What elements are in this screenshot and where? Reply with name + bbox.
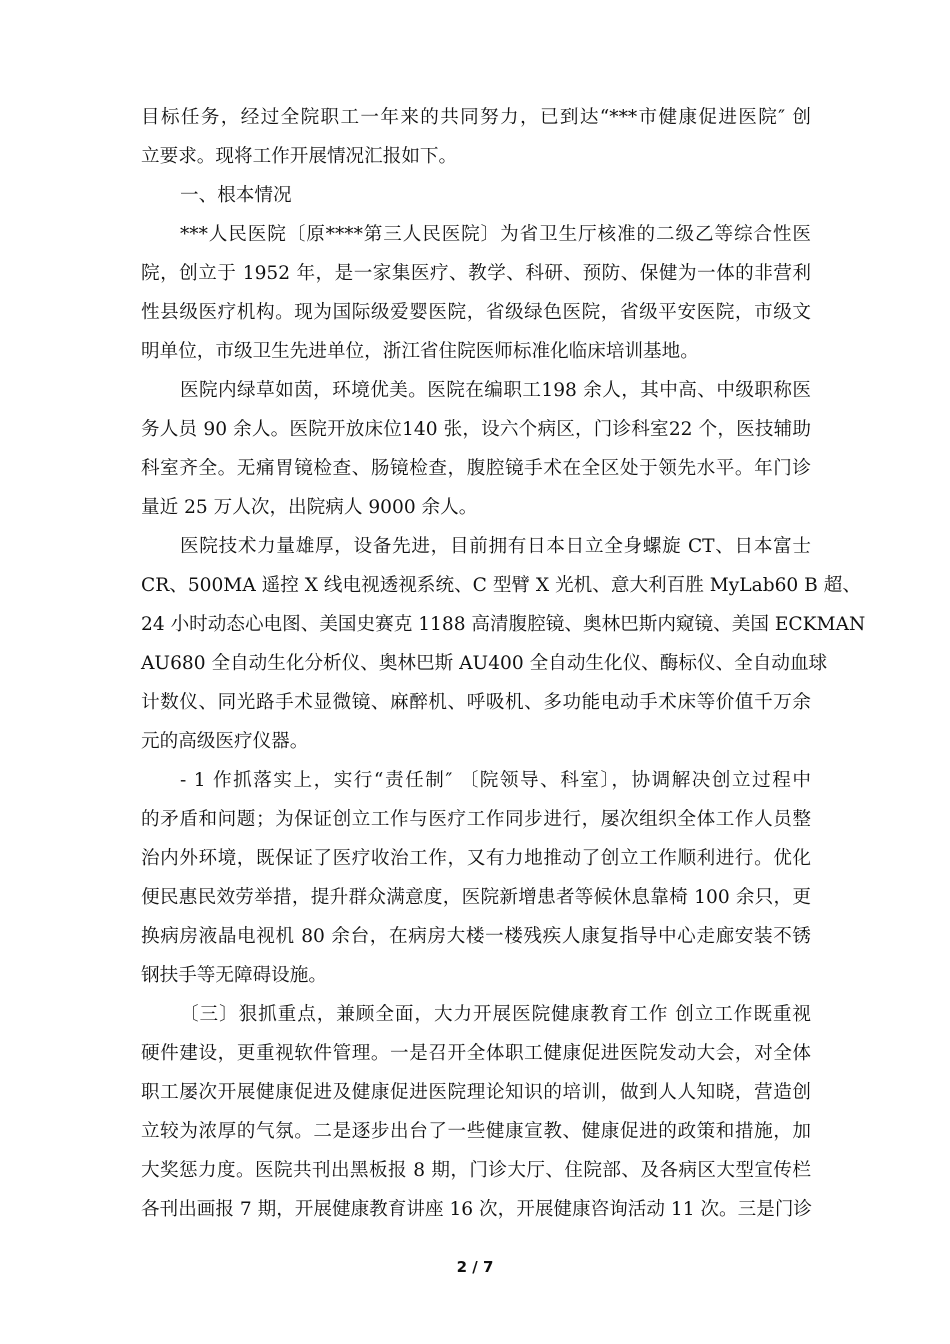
text-line: 治内外环境，既保证了医疗收治工作，又有力地推动了创立工作顺利进行。优化 xyxy=(141,848,811,869)
text-line: 立要求。现将工作开展情况汇报如下。 xyxy=(141,146,458,167)
text-line: 换病房液晶电视机 80 余台，在病房大楼一楼残疾人康复指导中心走廊安装不锈 xyxy=(141,926,811,947)
text-line: 目标任务，经过全院职工一年来的共同努力，已到达“***市健康促进医院″ 创 xyxy=(141,107,811,128)
paragraph xyxy=(141,176,811,215)
text-line: 量近 25 万人次，出院病人 9000 余人。 xyxy=(141,497,478,518)
text-line: 科室齐全。无痛胃镜检查、肠镜检查，腹腔镜手术在全区处于领先水平。年门诊 xyxy=(141,458,811,479)
text-line: 的矛盾和问题；为保证创立工作与医疗工作同步进行，屡次组织全体工作人员整 xyxy=(141,809,811,830)
text-line: CR、500MA 遥控 X 线电视透视系统、C 型臂 X 光机、意大利百胜 MyLab60 B 超、 xyxy=(141,575,861,596)
text-line: 立较为浓厚的气氛。二是逐步出台了一些健康宣教、健康促进的政策和措施，加 xyxy=(141,1121,811,1142)
text-line: 一、根本情况 xyxy=(180,185,292,206)
text-line: 医院内绿草如茵，环境优美。医院在编职工198 余人，其中高、中级职称医 xyxy=(180,380,811,401)
paragraph xyxy=(141,371,811,527)
text-line: 大奖惩力度。医院共刊出黑板报 8 期，门诊大厅、住院部、及各病区大型宣传栏 xyxy=(141,1160,811,1181)
paragraph xyxy=(141,527,866,761)
text-line: - 1 作抓落实上，实行“责任制″ 〔院领导、科室〕，协调解决创立过程中 xyxy=(180,770,811,791)
text-line: 便民惠民效劳举措，提升群众满意度，医院新增患者等候休息靠椅 100 余只，更 xyxy=(141,887,811,908)
text-line: 院，创立于 1952 年，是一家集医疗、教学、科研、预防、保健为一体的非营利 xyxy=(141,263,811,284)
paragraph xyxy=(141,995,811,1229)
text-line: 硬件建设，更重视软件管理。一是召开全体职工健康促进医院发动大会，对全体 xyxy=(141,1043,811,1064)
text-line: 钢扶手等无障碍设施。 xyxy=(141,965,327,986)
paragraph xyxy=(141,761,811,995)
text-line: 各刊出画报 7 期，开展健康教育讲座 16 次，开展健康咨询活动 11 次。三是门诊 xyxy=(141,1199,813,1220)
text-line: 医院技术力量雄厚，设备先进，目前拥有日本日立全身螺旋 CT、日本富士 xyxy=(180,536,811,557)
paragraph xyxy=(141,98,811,176)
text-line: 24 小时动态心电图、美国史赛克 1188 高清腹腔镜、奥林巴斯内窥镜、美国 ECKMAN xyxy=(141,614,866,635)
text-line: 务人员 90 余人。医院开放床位140 张，设六个病区，门诊科室22 个，医技辅助 xyxy=(141,419,811,440)
text-line: ***人民医院〔原****第三人民医院〕为省卫生厅核准的二级乙等综合性医 xyxy=(180,224,811,245)
text-line: AU680 全自动生化分析仪、奥林巴斯 AU400 全自动生化仪、酶标仪、全自动血球 xyxy=(141,653,828,674)
paragraph xyxy=(141,215,811,371)
page-number: 2 / 7 xyxy=(456,1258,494,1276)
document-body xyxy=(141,98,866,1229)
text-line: 元的高级医疗仪器。 xyxy=(141,731,309,752)
text-line: 〔三〕狠抓重点，兼顾全面，大力开展医院健康教育工作 创立工作既重视 xyxy=(180,1004,811,1025)
text-line: 明单位，市级卫生先进单位，浙江省住院医师标准化临床培训基地。 xyxy=(141,341,699,362)
text-line: 性县级医疗机构。现为国际级爱婴医院，省级绿色医院，省级平安医院，市级文 xyxy=(141,302,811,323)
text-line: 计数仪、同光路手术显微镜、麻醉机、呼吸机、多功能电动手术床等价值千万余 xyxy=(141,692,811,713)
text-line: 职工屡次开展健康促进及健康促进医院理论知识的培训，做到人人知晓，营造创 xyxy=(141,1082,811,1103)
